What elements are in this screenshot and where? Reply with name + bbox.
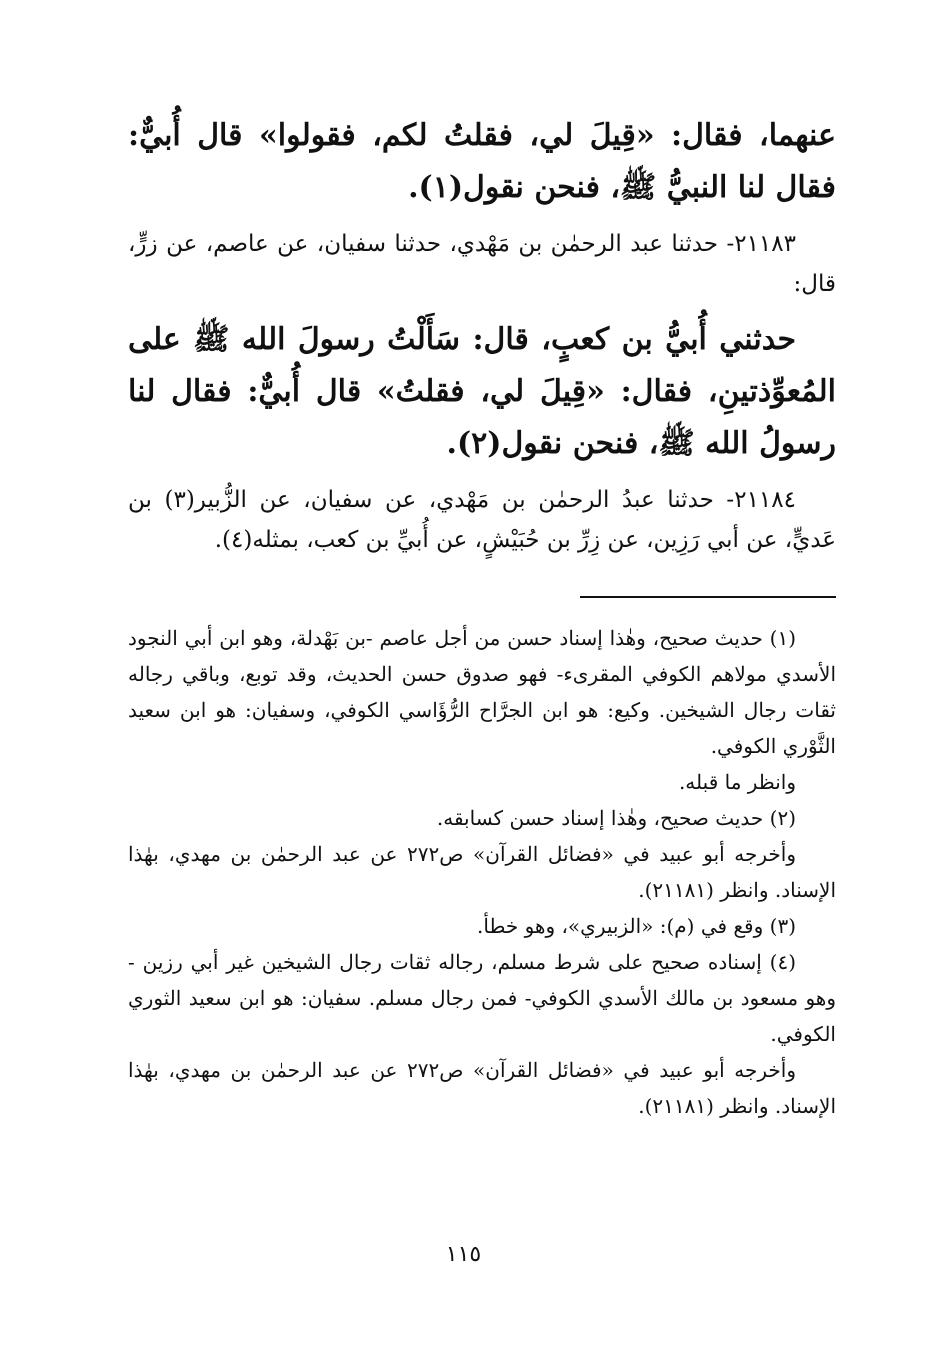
hadith-chain-21183: ٢١١٨٣- حدثنا عبد الرحمٰن بن مَهْدي، حدثنا سفيان، عن عاصم، عن زرٍّ، قال: <box>128 231 836 297</box>
hadith-text-paragraph: عنهما، فقال: «قِيلَ لي، فقلتُ لكم، فقولوا» قال أُبيٌّ: فقال لنا النبيُّ ﷺ، فنحن نقول(١). <box>128 118 836 205</box>
footnote-3: (٣) وقع في (م): «الزبيري»، وهو خطأ. <box>477 914 796 938</box>
footnote-4: (٤) إسناده صحيح على شرط مسلم، رجاله ثقات رجال الشيخين غير أبي رزين - وهو مسعود بن مالك الأسدي الكوفي- فمن رجال مسلم. سفيان: هو ابن سعيد الثوري الكوفي. <box>128 950 836 1046</box>
footnote-1-see-also: وانظر ما قبله. <box>678 770 796 794</box>
footnote-divider <box>580 596 836 598</box>
footnote-1: (١) حديث صحيح، وهٰذا إسناد حسن من أجل عاصم -بن بَهْدلة، وهو ابن أبي النجود الأسدي مولاهم الكوفي المقرىء- فهو صدوق حسن الحديث، وقد توبع، وباقي رجاله ثقات رجال الشيخين. وكيع: هو ابن الجرَّاح الرُّؤَاسي الكوفي، وسفيان: هو ابن سعيد الثَّوْري الكوفي. <box>128 626 836 758</box>
footnote-4-source: وأخرجه أبو عبيد في «فضائل القرآن» ص٢٧٢ عن عبد الرحمٰن بن مهدي، بهٰذا الإسناد. وانظر (٢١١٨١). <box>128 1058 836 1118</box>
page-body <box>128 110 836 1124</box>
footnote-2: (٢) حديث صحيح، وهٰذا إسناد حسن كسابقه. <box>436 806 796 830</box>
footnotes-section <box>128 620 836 1124</box>
page-number: ١١٥ <box>445 1242 482 1267</box>
hadith-text-paragraph: حدثني أُبيُّ بن كعبٍ، قال: سَأَلْتُ رسولَ الله ﷺ على المُعوِّذتينِ، فقال: «قِيلَ لي، فقلتُ» قال أُبيٌّ: فقال لنا رسولُ الله ﷺ، فنحن نقول(٢). <box>128 322 836 461</box>
footnote-2-source: وأخرجه أبو عبيد في «فضائل القرآن» ص٢٧٢ عن عبد الرحمٰن بن مهدي، بهٰذا الإسناد. وانظر (٢١١٨١). <box>128 842 836 902</box>
hadith-chain-21184: ٢١١٨٤- حدثنا عبدُ الرحمٰن بن مَهْدي، عن سفيان، عن الزُّبير(٣) بن عَديٍّ، عن أبي رَزِين، عن زِرِّ بن حُبَيْشٍ، عن أُبيِّ بن كعب، بمثله(٤). <box>128 487 836 553</box>
